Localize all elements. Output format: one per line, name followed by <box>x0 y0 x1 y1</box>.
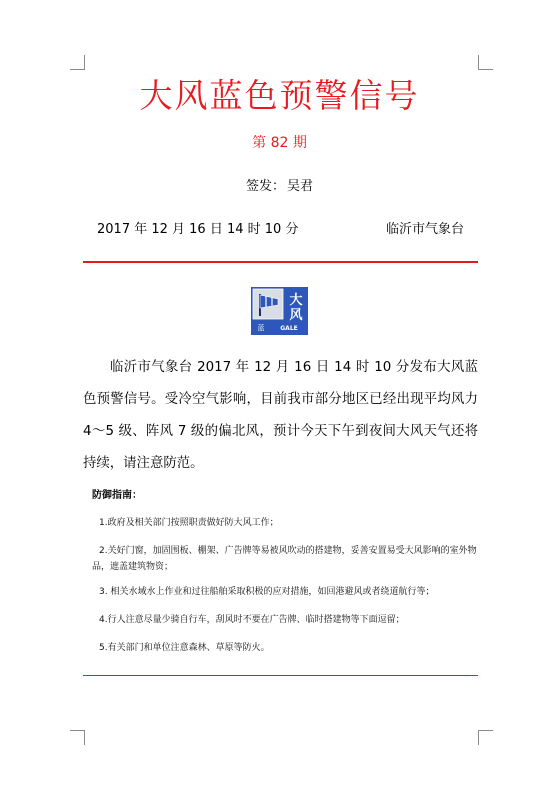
crop-mark-bottom-right <box>478 730 493 745</box>
crop-mark-top-left <box>70 55 85 70</box>
crop-mark-bottom-left <box>70 730 85 745</box>
signal-color-label: 蓝 <box>257 324 265 332</box>
issuing-organization: 临沂市气象台 <box>386 222 465 237</box>
guide-item-4: 4.行人注意尽量少骑自行车，刮风时不要在广告牌、临时搭建物等下面逗留； <box>99 615 405 625</box>
gale-blue-signal-icon <box>251 287 308 335</box>
defense-guide-title: 防御指南： <box>92 490 142 501</box>
signer-line <box>0 175 559 194</box>
header-divider <box>83 261 478 263</box>
signer-name: 吴君 <box>287 179 314 194</box>
guide-item-2: 2.关好门窗，加固围板、棚架、广告牌等易被风吹动的搭建物，妥善安置易受大风影响的室外物品，遮盖建筑物资； <box>92 546 477 572</box>
footer-divider <box>83 675 478 676</box>
guide-item-5: 5.有关部门和单位注意森林、草原等防火。 <box>99 643 270 653</box>
crop-mark-top-right <box>478 55 493 70</box>
guide-item-3: 3. 相关水域水上作业和过往船舶采取积极的应对措施，如回港避风或者绕道航行等； <box>99 587 435 597</box>
signal-english-label: GALE <box>280 325 298 332</box>
signal-char-2: 风 <box>289 308 303 323</box>
guide-item-1: 1.政府及相关部门按照职责做好防大风工作； <box>99 518 279 528</box>
warning-body-text: 临沂市气象台 2017 年 12 月 16 日 14 时 10 分发布大风蓝色预警信号。受冷空气影响，目前我市部分地区已经出现平均风力 4～5 级、阵风 7 级的偏北风，预计今天下午到夜间大风天气还将持续，请注意防范。 <box>83 360 478 471</box>
issue-datetime: 2017 年 12 月 16 日 14 时 10 分 <box>97 222 299 237</box>
signal-char-1: 大 <box>289 293 303 308</box>
signer-label: 签发： <box>245 179 285 194</box>
issue-number: 第 82 期 <box>252 135 307 151</box>
document-title: 大风蓝色预警信号 <box>139 76 420 115</box>
